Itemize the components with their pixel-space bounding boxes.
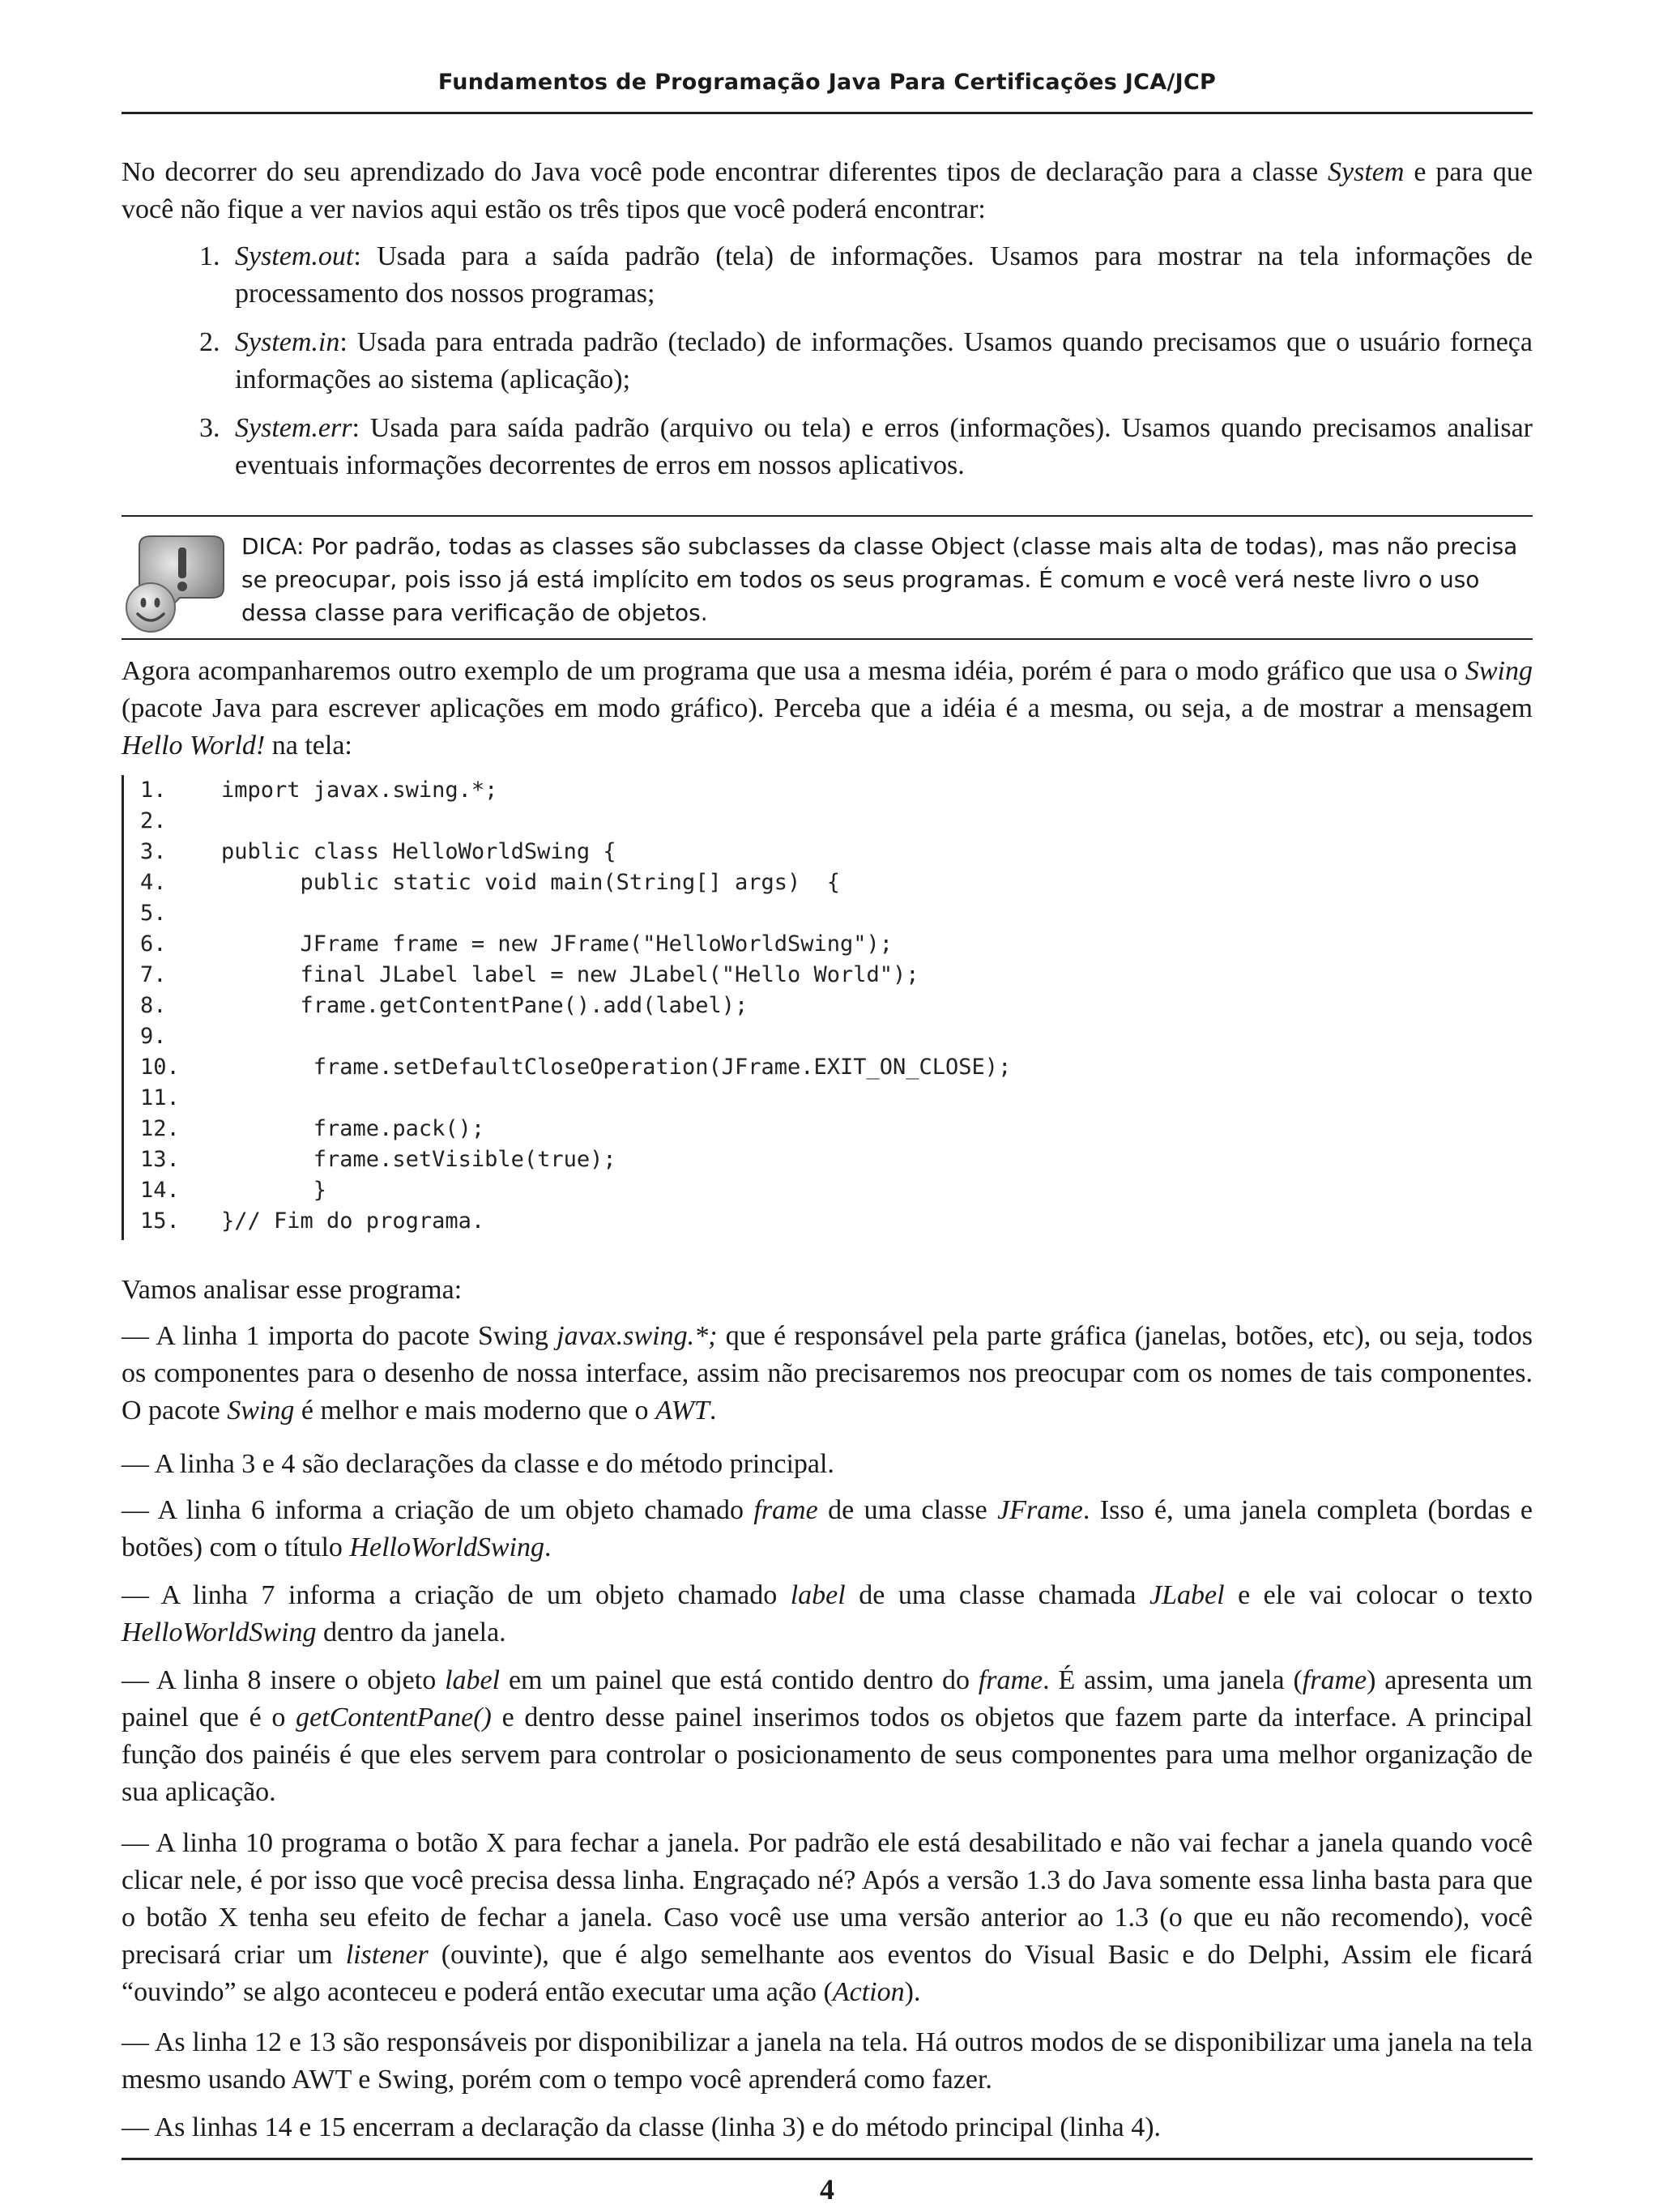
list-item [122, 324, 1533, 399]
code-line: 4. public static void main(String[] args) { [140, 870, 841, 895]
analysis-paragraph-line8: — A linha 8 insere o objeto label em um painel que está contido dentro do frame. É assim, uma janela (frame) apresenta um painel que é o getContentPane() e dentro desse painel inserimos todos os objetos que fazem parte da interface. A principal função dos painéis é que eles servem para controlar o posicionamento de seus componentes para uma melhor organização de sua aplicação. [122, 1665, 1533, 1807]
code-line: 11. [140, 1085, 180, 1110]
code-line: 9. [140, 1024, 167, 1049]
swing-intro-paragraph [122, 653, 1533, 765]
code-line: 10. frame.setDefaultCloseOperation(JFrame.EXIT_ON_CLOSE); [140, 1055, 1012, 1080]
code-line: 7. final JLabel label = new JLabel("Hello World"); [140, 962, 919, 987]
tip-top-rule [122, 515, 1533, 517]
list-description: : Usada para a saída padrão (tela) de informações. Usamos para mostrar na tela informações de processamento dos nossos programas; [235, 241, 1533, 309]
analysis-paragraph-lines14-15: — As linhas 14 e 15 encerram a declaração da classe (linha 3) e do método principal (linha 4). [122, 2112, 1162, 2142]
code-line: 5. [140, 901, 167, 926]
intro-term: System [1328, 157, 1405, 187]
analysis-paragraph-line1: — A linha 1 importa do pacote Swing javax.swing.*; que é responsável pela parte gráfica (janelas, botões, etc), ou seja, todos os componentes para o desenho de nossa interface, assim não precisaremos nos preocupar com os nomes de tais componentes. O pacote Swing é melhor e mais moderno que o AWT. [122, 1321, 1533, 1426]
code-line: 15. }// Fim do programa. [140, 1208, 485, 1234]
analysis-paragraph-line10: — A linha 10 programa o botão X para fechar a janela. Por padrão ele está desabilitado e não vai fechar a janela quando você clicar nele, é por isso que você precisa dessa linha. Engraçado né? Após a versão 1.3 do Java somente essa linha basta para que o botão X tenha seu efeito de fechar a janela. Caso você use uma versão anterior ao 1.3 (o que eu não recomendo), você precisará criar um listener (ouvinte), que é algo semelhante aos eventos do Visual Basic e do Delphi, Assim ele ficará “ouvindo” se algo aconteceu e poderá então executar uma ação (Action). [122, 1828, 1533, 2007]
list-number: 2. [199, 327, 220, 357]
analysis-paragraph-lines12-13: — As linha 12 e 13 são responsáveis por disponibilizar a janela na tela. Há outros modos de se disponibilizar uma janela na tela mesmo usando AWT e Swing, porém com o tempo você aprenderá como fazer. [122, 2027, 1533, 2095]
tip-text: DICA: Por padrão, todas as classes são subclasses da classe Object (classe mais alta de todas), mas não precisa se preocupar, pois isso já está implícito em todos os seus programas. É comum e você verá neste livro o uso dessa classe para verificação de objetos. [241, 533, 1518, 626]
system-streams-list [122, 238, 1533, 496]
swing-intro-text: Agora acompanharemos outro exemplo de um programa que usa a mesma idéia, porém é para o modo gráfico que usa o [122, 656, 1465, 686]
list-item [122, 410, 1533, 484]
list-item [122, 238, 1533, 313]
tip-box [122, 530, 1533, 640]
code-line: 2. [140, 808, 167, 833]
page-number: 4 [820, 2173, 834, 2206]
code-line: 8. frame.getContentPane().add(label); [140, 993, 748, 1018]
smiley-exclamation-icon [122, 530, 232, 640]
running-header: Fundamentos de Programação Java Para Certificações JCA/JCP [437, 70, 1217, 95]
hello-world-term: Hello World! [122, 731, 266, 761]
analysis-paragraph-line6: — A linha 6 informa a criação de um objeto chamado frame de uma classe JFrame. Isso é, uma janela completa (bordas e botões) com o título HelloWorldSwing. [122, 1495, 1533, 1562]
intro-text: No decorrer do seu aprendizado do Java você pode encontrar diferentes tipos de declaração para a classe [122, 157, 1328, 187]
list-term: System.err [235, 413, 352, 443]
code-line: 3. public class HelloWorldSwing { [140, 839, 616, 864]
list-number: 3. [199, 413, 220, 443]
swing-intro-text: na tela: [265, 731, 352, 761]
analysis-paragraph-lines3-4: — A linha 3 e 4 são declarações da classe e do método principal. [122, 1449, 834, 1479]
header-rule [122, 112, 1533, 114]
list-number: 1. [199, 241, 220, 271]
code-line: 6. JFrame frame = new JFrame("HelloWorldSwing"); [140, 931, 893, 957]
list-description: : Usada para entrada padrão (teclado) de informações. Usamos quando precisamos que o usuário forneça informações ao sistema (aplicação); [235, 327, 1533, 394]
code-line: 14. } [140, 1178, 327, 1203]
analysis-paragraph-line7: — A linha 7 informa a criação de um objeto chamado label de uma classe chamada JLabel e ele vai colocar o texto HelloWorldSwing dentro da janela. [122, 1580, 1533, 1647]
list-term: System.in [235, 327, 340, 357]
list-term: System.out [235, 241, 354, 271]
code-line: 12. frame.pack(); [140, 1116, 485, 1141]
code-line: 13. frame.setVisible(true); [140, 1147, 616, 1172]
intro-text-end: e para que você não fique a ver navios aqui estão os três tipos que você poderá encontrar: [122, 157, 1533, 224]
footer-rule [122, 2158, 1533, 2160]
swing-term: Swing [1465, 656, 1533, 686]
code-listing [122, 775, 1535, 1240]
code-line: 1. import javax.swing.*; [140, 778, 498, 803]
list-description: : Usada para saída padrão (arquivo ou tela) e erros (informações). Usamos quando precisamos analisar eventuais informações decorrentes de erros em nossos aplicativos. [235, 413, 1533, 480]
tip-bottom-rule [122, 638, 1533, 640]
intro-paragraph [122, 154, 1533, 228]
analysis-title: Vamos analisar esse programa: [122, 1275, 463, 1305]
swing-intro-text: (pacote Java para escrever aplicações em modo gráfico). Perceba que a idéia é a mesma, ou seja, a de mostrar a mensagem [122, 693, 1533, 723]
